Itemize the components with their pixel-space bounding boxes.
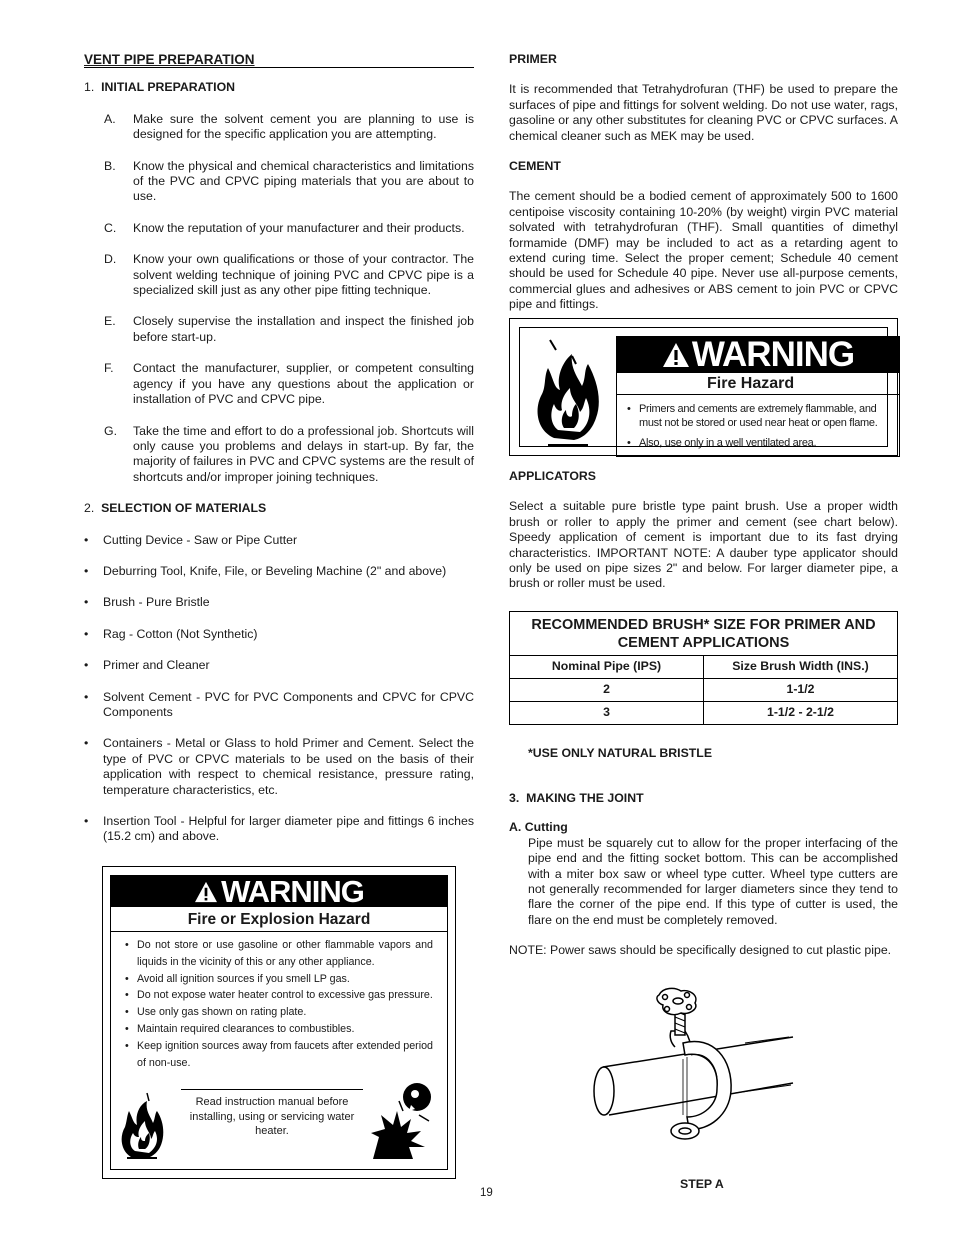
- warning-triangle-icon: [194, 881, 218, 903]
- bullet-icon: •: [84, 736, 89, 751]
- list-item-text: Avoid all ignition sources if you smell LP gas.: [137, 972, 350, 985]
- list-item-text: Know your own qualifications or those of your contractor. The solvent welding technique of joining PVC and CPVC pipe is a specialized skill just as any other pipe fitting technique.: [133, 252, 474, 298]
- figure-caption: STEP A: [680, 1177, 724, 1191]
- list-item: [125, 937, 433, 971]
- list-item-text: Primers and cements are extremely flammable, and must not be stored or used near heat or open flame.: [639, 403, 878, 429]
- right-column: [509, 52, 898, 328]
- list-item-letter: E.: [104, 314, 116, 329]
- list-item-text: Know the reputation of your manufacturer and their products.: [133, 220, 465, 235]
- bullet-icon: •: [125, 972, 129, 985]
- list-item: [125, 1021, 433, 1038]
- list-item-text: Rag - Cotton (Not Synthetic): [103, 626, 258, 641]
- list-item: [84, 564, 474, 579]
- section-title-text: VENT PIPE PREPARATION: [84, 52, 255, 67]
- bullet-icon: •: [84, 563, 89, 578]
- list-item: [84, 159, 474, 205]
- applicators-heading: APPLICATORS: [509, 469, 596, 483]
- primer-heading: PRIMER: [509, 52, 557, 66]
- bullet-icon: •: [627, 437, 631, 449]
- table-cell-pipe: 3: [510, 702, 704, 725]
- list-item-text: Keep ignition sources away from faucets after extended period of non-use.: [137, 1039, 433, 1069]
- hazard-list: [616, 395, 900, 457]
- list-item-text: Insertion Tool - Helpful for larger diameter pipe and fittings 6 inches (15.2 cm) and above.: [103, 814, 474, 844]
- list-item: [84, 221, 474, 236]
- making-joint-heading: [509, 791, 898, 806]
- heading-number: 3.: [509, 791, 520, 805]
- list-item-text: Containers - Metal or Glass to hold Primer and Cement. Select the type of PVC or CPVC materials to be used on the basis of their application with respect to chemical resistance, pressure rating, temperature characteristics, etc.: [103, 736, 474, 797]
- list-item: [84, 690, 474, 721]
- bullet-icon: •: [125, 1006, 129, 1019]
- bullet-icon: •: [84, 626, 89, 641]
- list-item: [84, 736, 474, 798]
- table-note: *USE ONLY NATURAL BRISTLE: [528, 746, 713, 760]
- heading-text: MAKING THE JOINT: [526, 791, 644, 805]
- list-item: [125, 1038, 433, 1072]
- list-item: [627, 436, 893, 450]
- read-manual-note: Read instruction manual before installing, using or servicing water heater.: [189, 1096, 355, 1138]
- list-item-text: Primer and Cleaner: [103, 658, 210, 673]
- warning-banner: [111, 876, 447, 907]
- cutting-subheading: A. Cutting: [509, 820, 568, 835]
- list-item-letter: G.: [104, 423, 117, 438]
- heading-number: 1.: [84, 80, 95, 95]
- bullet-icon: •: [125, 1022, 129, 1035]
- bullet-icon: •: [627, 403, 631, 415]
- heading-text: INITIAL PREPARATION: [101, 80, 236, 95]
- list-item-text: Make sure the solvent cement you are planning to use is designed for the specific application you are attempting.: [133, 111, 474, 142]
- pipe-cutter-illustration: [585, 985, 797, 1155]
- brush-size-table: [509, 611, 898, 725]
- list-item: [84, 658, 474, 673]
- list-item: [84, 314, 474, 345]
- bullet-icon: •: [84, 532, 89, 547]
- bullet-icon: •: [84, 658, 89, 673]
- applicators-section: [509, 469, 898, 607]
- list-item-letter: A.: [104, 111, 116, 126]
- warning-title: WARNING: [221, 874, 364, 909]
- initial-preparation-list: [84, 112, 474, 485]
- bullet-icon: •: [84, 595, 89, 610]
- making-joint-section: [509, 791, 898, 959]
- list-item-text: Take the time and effort to do a professional job. Shortcuts will only cause you problems and delays in start-up. By far, the majority of failures in PVC and CPVC systems are the result of shortcuts and/or improper joining techniques.: [133, 423, 474, 484]
- warning-box-inner: [110, 875, 448, 1170]
- list-item-text: Also, use only in a well ventilated area.: [639, 437, 817, 449]
- cutting-paragraph: Pipe must be squarely cut to allow for the proper interfacing of the pipe end and the fitting socket bottom. This can be accomplished with a miter box saw or wheel type cutter. Wheel type cutters are not generally recommended for larger diameters since they tend to flare the corner of the pipe end. If this type of cutter is used, the flare on the end must be completely removed.: [528, 835, 898, 927]
- bullet-icon: •: [125, 939, 129, 951]
- bullet-icon: •: [125, 989, 129, 1002]
- flame-icon: [119, 1091, 165, 1161]
- hazard-subtitle: Fire Hazard: [616, 373, 900, 395]
- table-cell-width: 1-1/2: [704, 679, 898, 702]
- table-cell-width: 1-1/2 - 2-1/2: [704, 702, 898, 725]
- heading-initial-preparation: [84, 80, 474, 95]
- list-item: [125, 1004, 433, 1021]
- left-column: [84, 52, 474, 861]
- list-item-text: Know the physical and chemical characteristics and limitations of the PVC and CPVC piping materials that you are about to use.: [133, 158, 474, 204]
- list-item: [84, 627, 474, 642]
- bullet-icon: •: [84, 814, 89, 828]
- power-saw-note: NOTE: Power saws should be specifically designed to cut plastic pipe.: [509, 943, 892, 958]
- list-item: [84, 595, 474, 610]
- table-row: [510, 702, 898, 725]
- page-number: 19: [480, 1187, 493, 1199]
- materials-list: [84, 533, 474, 845]
- warning-title: WARNING: [691, 335, 855, 374]
- warning-triangle-icon: [662, 342, 690, 368]
- cement-paragraph: The cement should be a bodied cement of approximately 500 to 1600 centipoise viscosity containing 10-20% (by weight) virgin PVC material solvated with tetrahydrofuran (THF). Small quantities of dimethyl formamide (DMF) may be included to act as a retarding agent to extend curing time. Select the proper cement; Schedule 40 cement should be used for Schedule 40 pipe. Never use all-purpose cements, commercial glues and adhesives or ABS cement to join PVC or CPVC pipe and fittings.: [509, 189, 898, 312]
- primer-paragraph: It is recommended that Tetrahydrofuran (THF) be used to prepare the surfaces of pipe and fittings for solvent welding. Do not use water, rags, gasoline or any other substitutes for cleaning PVC or CPVC surfaces. A chemical cleaner such as MEK may be used.: [509, 82, 898, 143]
- list-item-text: Deburring Tool, Knife, File, or Beveling Machine (2" and above): [103, 563, 447, 578]
- table-caption: RECOMMENDED BRUSH* SIZE FOR PRIMER AND CEMENT APPLICATIONS: [510, 612, 898, 656]
- heading-selection-materials: [84, 501, 474, 516]
- list-item-text: Brush - Pure Bristle: [103, 595, 210, 610]
- list-item: [84, 252, 474, 298]
- fire-explosion-warning-box: [102, 866, 456, 1179]
- hazard-list: [125, 937, 433, 1071]
- list-item-text: Do not store or use gasoline or other flammable vapors and liquids in the vicinity of this or any other appliance.: [137, 939, 433, 968]
- cement-heading: CEMENT: [509, 159, 561, 174]
- explosion-icon: [369, 1081, 439, 1161]
- list-item: [84, 112, 474, 143]
- list-item-text: Use only gas shown on rating plate.: [137, 1006, 307, 1019]
- list-item-text: Solvent Cement - PVC for PVC Components and CPVC for CPVC Components: [103, 689, 474, 719]
- applicators-paragraph: Select a suitable pure bristle type paint brush. Use a proper width brush or roller to apply the primer and cement (see chart below). Speedy application of cement is important due to its fast drying characteristics. IMPORTANT NOTE: A dauber type applicator should only be used on pipe sizes 2" and below. For larger diameter pipe, a brush or roller must be used.: [509, 499, 898, 591]
- list-item: [84, 424, 474, 486]
- list-item-text: Cutting Device - Saw or Pipe Cutter: [103, 532, 298, 547]
- heading-number: 2.: [84, 501, 95, 516]
- flame-icon: [532, 338, 602, 450]
- column-header-brush-width: Size Brush Width (INS.): [704, 656, 898, 679]
- list-item: [125, 987, 433, 1004]
- table-row: [510, 679, 898, 702]
- warning-banner: [616, 336, 900, 373]
- list-item: [627, 402, 893, 430]
- list-item: [125, 971, 433, 988]
- hazard-subtitle: Fire or Explosion Hazard: [111, 907, 447, 932]
- list-item-text: Do not expose water heater control to excessive gas pressure.: [137, 989, 433, 1002]
- list-item-letter: C.: [104, 220, 117, 235]
- column-header-nominal-pipe: Nominal Pipe (IPS): [510, 656, 704, 679]
- list-item-text: Contact the manufacturer, supplier, or competent consulting agency if you have any questions about the application or installation of PVC and CPVC pipe.: [133, 361, 474, 407]
- list-item-letter: F.: [104, 361, 114, 376]
- list-item: [84, 361, 474, 407]
- list-item-text: Closely supervise the installation and inspect the finished job before start-up.: [133, 314, 474, 344]
- section-title: [84, 52, 474, 68]
- list-item: [84, 533, 474, 548]
- divider: [181, 1089, 363, 1090]
- list-item-letter: D.: [104, 252, 117, 267]
- table-cell-pipe: 2: [510, 679, 704, 702]
- heading-text: SELECTION OF MATERIALS: [101, 501, 267, 516]
- fire-hazard-warning-box: [509, 318, 898, 456]
- bullet-icon: •: [125, 1039, 129, 1052]
- list-item: [84, 814, 474, 845]
- list-item-letter: B.: [104, 158, 116, 173]
- list-item-text: Maintain required clearances to combustibles.: [137, 1022, 355, 1035]
- warning-box-inner: [519, 327, 888, 447]
- bullet-icon: •: [84, 689, 89, 704]
